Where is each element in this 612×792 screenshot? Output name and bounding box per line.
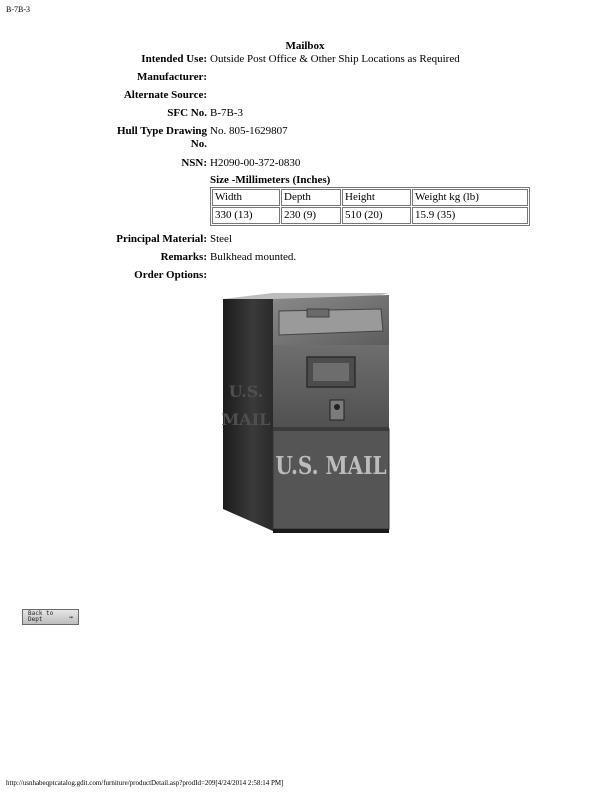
remarks-value: Bulkhead mounted. (210, 251, 297, 263)
principal-material-label: Principal Material: (116, 233, 207, 245)
sfc-no-value: B-7B-3 (210, 107, 243, 119)
order-options-label: Order Options: (134, 269, 207, 281)
hull-type-drawing-label-line1: Hull Type Drawing (116, 125, 207, 137)
footer-url: http://usnhabeqptcatalog.gdit.com/furniture/productDetail.asp?prodId=209[4/24/2014 2:58:14 PM] (6, 779, 284, 787)
remarks-label: Remarks: (160, 251, 207, 263)
size-header-width: Width (212, 189, 280, 206)
back-button-label-line1: Back to (28, 610, 54, 617)
back-button-label-line2: Dept (28, 616, 43, 623)
size-header-weight: Weight kg (lb) (412, 189, 528, 206)
mailbox-side-text-line1: U.S. (228, 382, 264, 401)
hull-type-drawing-label-line2: No. (190, 138, 207, 150)
arrow-right-icon: → (68, 613, 73, 621)
size-value-depth: 230 (9) (281, 207, 341, 224)
page-title: Mailbox (285, 40, 325, 52)
size-value-weight: 15.9 (35) (412, 207, 528, 224)
sfc-no-label: SFC No. (167, 107, 207, 119)
principal-material-value: Steel (210, 233, 232, 245)
size-table-title: Size -Millimeters (Inches) (210, 174, 331, 186)
nsn-value: H2090-00-372-0830 (210, 157, 301, 169)
intended-use-label: Intended Use: (141, 53, 207, 65)
intended-use-value: Outside Post Office & Other Ship Locations as Required (210, 53, 460, 65)
size-header-height: Height (342, 189, 411, 206)
mailbox-front-text: U.S. MAIL (275, 452, 387, 481)
size-table-value-row (212, 207, 528, 224)
hull-type-drawing-value: No. 805-1629807 (210, 125, 288, 137)
mailbox-side-text-line2: MAIL (221, 410, 271, 429)
mailbox-photo (221, 287, 396, 542)
size-table (210, 187, 530, 226)
hull-type-drawing-label (117, 125, 207, 151)
alternate-source-label: Alternate Source: (123, 89, 207, 101)
size-table-header-row (212, 189, 528, 206)
page-header-code: B-7B-3 (6, 5, 30, 14)
size-value-width: 330 (13) (212, 207, 280, 224)
size-value-height: 510 (20) (342, 207, 411, 224)
manufacturer-label: Manufacturer: (136, 71, 207, 83)
back-to-dept-button[interactable] (22, 609, 79, 625)
size-header-depth: Depth (281, 189, 341, 206)
nsn-label: NSN: (181, 157, 207, 169)
